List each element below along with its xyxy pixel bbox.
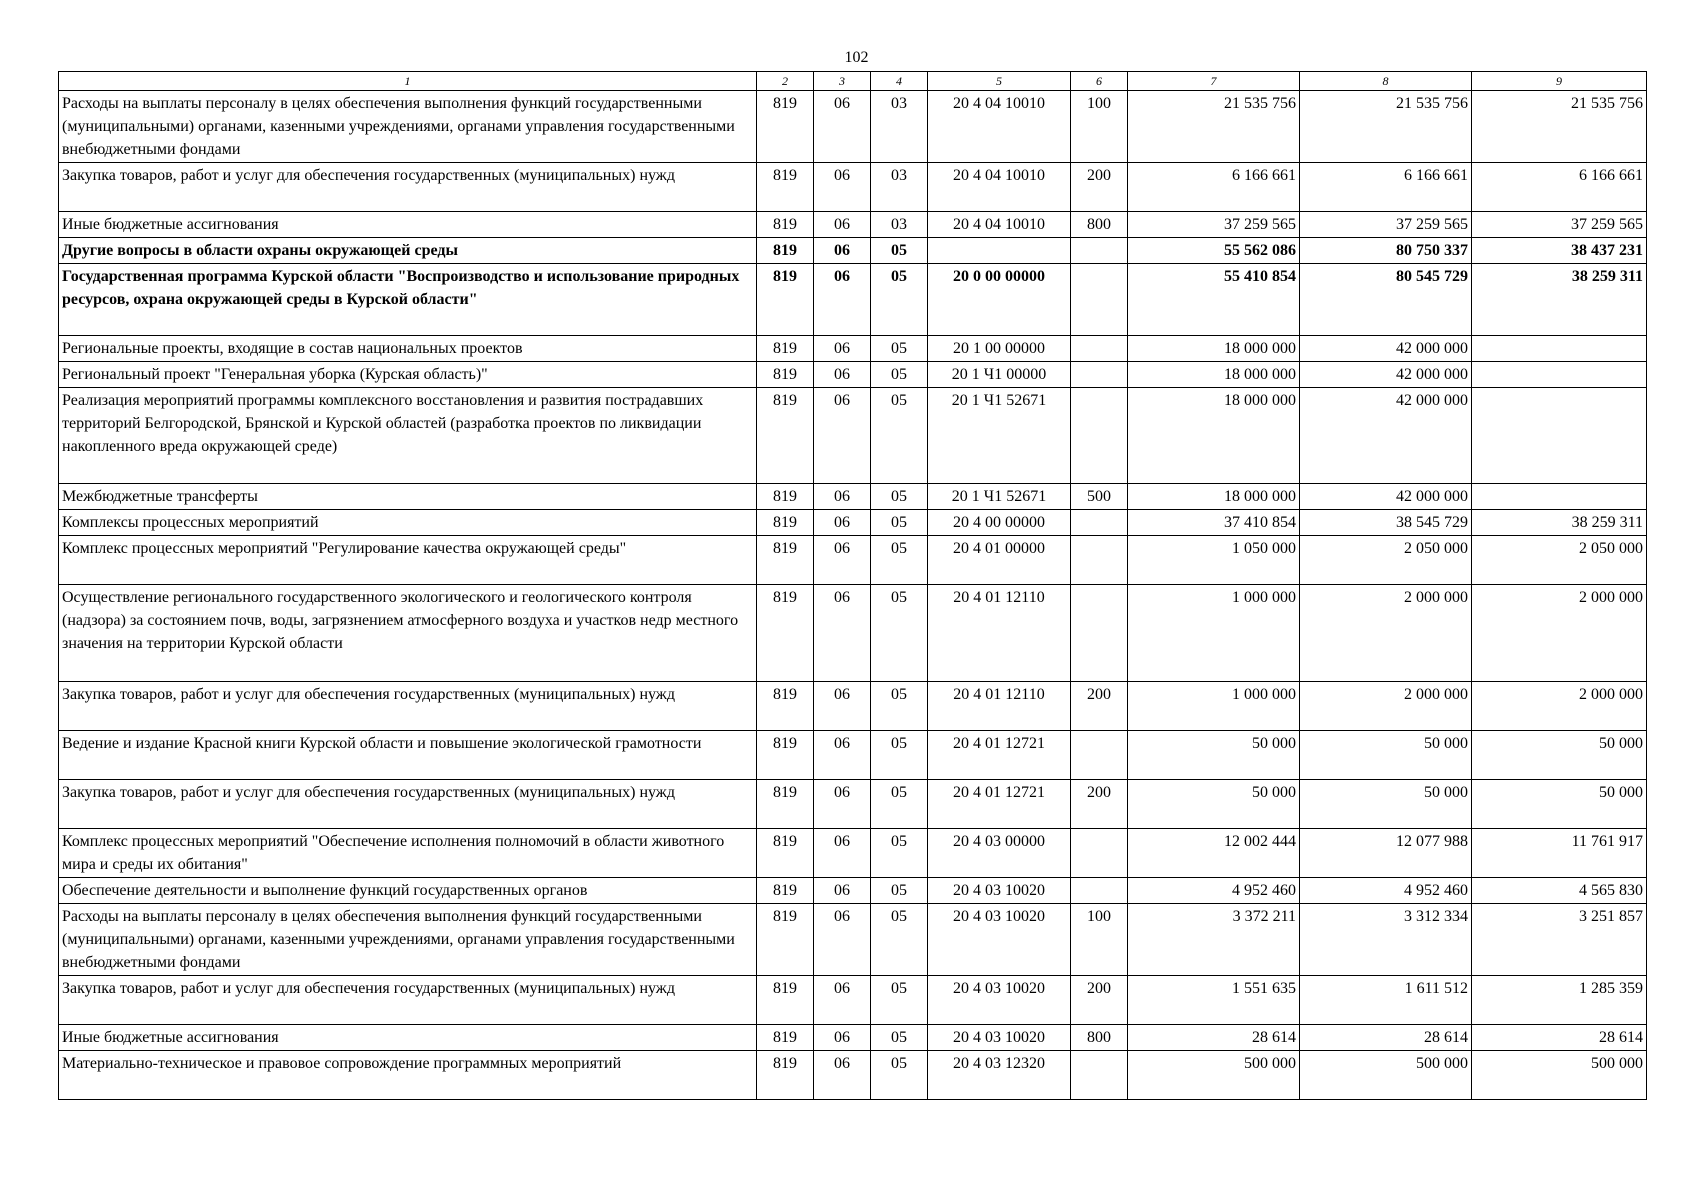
amount-col-9: 38 259 311 [1472,510,1647,536]
amount-col-7: 37 259 565 [1128,212,1300,238]
amount-col-8: 42 000 000 [1300,362,1472,388]
admin-code: 819 [757,585,814,682]
admin-code: 819 [757,682,814,731]
amount-col-9: 2 000 000 [1472,682,1647,731]
row-label: Осуществление регионального государственного экологического и геологического контроля (надзора) за состоянием почв, воды, загрязнением атмосферного воздуха и участков недр местного значения на территории Курской области [59,585,757,682]
row-label: Комплекс процессных мероприятий "Регулирование качества окружающей среды" [59,536,757,585]
subsection-code: 05 [871,829,928,878]
expense-type [1071,536,1128,585]
table-row [59,336,1647,362]
amount-col-8: 3 312 334 [1300,904,1472,976]
table-header-row [59,72,1647,91]
section-code: 06 [814,212,871,238]
expense-type [1071,829,1128,878]
row-label: Обеспечение деятельности и выполнение функций государственных органов [59,878,757,904]
amount-col-7: 1 551 635 [1128,976,1300,1025]
amount-col-9: 50 000 [1472,731,1647,780]
section-code: 06 [814,536,871,585]
admin-code: 819 [757,264,814,336]
amount-col-9: 37 259 565 [1472,212,1647,238]
amount-col-8: 80 750 337 [1300,238,1472,264]
table-row [59,976,1647,1025]
admin-code: 819 [757,536,814,585]
amount-col-9: 500 000 [1472,1051,1647,1100]
column-header: 4 [871,72,928,91]
section-code: 06 [814,91,871,163]
column-header: 1 [59,72,757,91]
target-article: 20 4 04 10010 [928,212,1071,238]
column-header: 8 [1300,72,1472,91]
amount-col-8: 80 545 729 [1300,264,1472,336]
section-code: 06 [814,362,871,388]
row-label: Материально-техническое и правовое сопровождение программных мероприятий [59,1051,757,1100]
amount-col-8: 50 000 [1300,731,1472,780]
amount-col-8: 1 611 512 [1300,976,1472,1025]
subsection-code: 05 [871,264,928,336]
expense-type [1071,1051,1128,1100]
table-row [59,1025,1647,1051]
budget-table [58,71,1647,1100]
column-header: 5 [928,72,1071,91]
amount-col-9: 21 535 756 [1472,91,1647,163]
expense-type: 200 [1071,780,1128,829]
subsection-code: 03 [871,91,928,163]
expense-type [1071,238,1128,264]
subsection-code: 05 [871,510,928,536]
row-label: Комплекс процессных мероприятий "Обеспечение исполнения полномочий в области животного мира и среды их обитания" [59,829,757,878]
amount-col-9 [1472,388,1647,484]
section-code: 06 [814,976,871,1025]
amount-col-7: 37 410 854 [1128,510,1300,536]
section-code: 06 [814,904,871,976]
section-code: 06 [814,1025,871,1051]
table-row [59,780,1647,829]
admin-code: 819 [757,388,814,484]
target-article: 20 4 03 00000 [928,829,1071,878]
expense-type: 800 [1071,212,1128,238]
admin-code: 819 [757,829,814,878]
target-article: 20 4 01 12110 [928,585,1071,682]
table-row [59,682,1647,731]
amount-col-8: 6 166 661 [1300,163,1472,212]
row-label: Закупка товаров, работ и услуг для обеспечения государственных (муниципальных) нужд [59,682,757,731]
target-article: 20 4 04 10010 [928,163,1071,212]
subsection-code: 05 [871,238,928,264]
table-row [59,536,1647,585]
target-article [928,238,1071,264]
amount-col-8: 42 000 000 [1300,484,1472,510]
target-article: 20 4 03 10020 [928,904,1071,976]
amount-col-8: 21 535 756 [1300,91,1472,163]
amount-col-7: 28 614 [1128,1025,1300,1051]
amount-col-9 [1472,336,1647,362]
row-label: Государственная программа Курской области "Воспроизводство и использование природных ресурсов, охрана окружающей среды в Курской области" [59,264,757,336]
section-code: 06 [814,510,871,536]
row-label: Региональные проекты, входящие в состав национальных проектов [59,336,757,362]
amount-col-7: 18 000 000 [1128,336,1300,362]
subsection-code: 05 [871,780,928,829]
amount-col-8: 2 050 000 [1300,536,1472,585]
amount-col-9: 1 285 359 [1472,976,1647,1025]
amount-col-7: 12 002 444 [1128,829,1300,878]
row-label: Иные бюджетные ассигнования [59,212,757,238]
subsection-code: 05 [871,1051,928,1100]
subsection-code: 05 [871,976,928,1025]
amount-col-8: 500 000 [1300,1051,1472,1100]
subsection-code: 05 [871,878,928,904]
table-row [59,484,1647,510]
target-article: 20 0 00 00000 [928,264,1071,336]
amount-col-7: 55 562 086 [1128,238,1300,264]
section-code: 06 [814,484,871,510]
admin-code: 819 [757,780,814,829]
column-header: 2 [757,72,814,91]
table-row [59,91,1647,163]
amount-col-8: 50 000 [1300,780,1472,829]
section-code: 06 [814,1051,871,1100]
expense-type [1071,336,1128,362]
admin-code: 819 [757,1025,814,1051]
target-article: 20 4 01 12721 [928,731,1071,780]
amount-col-7: 55 410 854 [1128,264,1300,336]
row-label: Реализация мероприятий программы комплексного восстановления и развития пострадавших территорий Белгородской, Брянской и Курской областей (разработка проектов по ликвидации накопленного вреда окружающей среде) [59,388,757,484]
amount-col-9: 38 437 231 [1472,238,1647,264]
section-code: 06 [814,336,871,362]
admin-code: 819 [757,212,814,238]
table-row [59,1051,1647,1100]
table-row [59,510,1647,536]
amount-col-7: 1 000 000 [1128,682,1300,731]
row-label: Закупка товаров, работ и услуг для обеспечения государственных (муниципальных) нужд [59,976,757,1025]
amount-col-7: 500 000 [1128,1051,1300,1100]
section-code: 06 [814,780,871,829]
row-label: Иные бюджетные ассигнования [59,1025,757,1051]
target-article: 20 1 00 00000 [928,336,1071,362]
subsection-code: 05 [871,585,928,682]
section-code: 06 [814,388,871,484]
row-label: Расходы на выплаты персоналу в целях обеспечения выполнения функций государственными (муниципальными) органами, казенными учреждениями, органами управления государственными внебюджетными фондами [59,904,757,976]
expense-type: 200 [1071,976,1128,1025]
row-label: Межбюджетные трансферты [59,484,757,510]
amount-col-9: 2 000 000 [1472,585,1647,682]
expense-type [1071,878,1128,904]
expense-type: 500 [1071,484,1128,510]
expense-type: 200 [1071,682,1128,731]
target-article: 20 1 Ч1 52671 [928,484,1071,510]
section-code: 06 [814,878,871,904]
section-code: 06 [814,238,871,264]
subsection-code: 05 [871,484,928,510]
expense-type [1071,585,1128,682]
column-header: 3 [814,72,871,91]
admin-code: 819 [757,91,814,163]
subsection-code: 03 [871,212,928,238]
target-article: 20 4 03 10020 [928,878,1071,904]
row-label: Региональный проект "Генеральная уборка (Курская область)" [59,362,757,388]
amount-col-7: 18 000 000 [1128,388,1300,484]
target-article: 20 4 03 10020 [928,1025,1071,1051]
target-article: 20 1 Ч1 52671 [928,388,1071,484]
table-row [59,388,1647,484]
row-label: Расходы на выплаты персоналу в целях обеспечения выполнения функций государственными (муниципальными) органами, казенными учреждениями, органами управления государственными внебюджетными фондами [59,91,757,163]
amount-col-9: 38 259 311 [1472,264,1647,336]
admin-code: 819 [757,362,814,388]
amount-col-8: 28 614 [1300,1025,1472,1051]
target-article: 20 1 Ч1 00000 [928,362,1071,388]
amount-col-7: 50 000 [1128,731,1300,780]
subsection-code: 05 [871,682,928,731]
amount-col-7: 18 000 000 [1128,484,1300,510]
amount-col-9 [1472,362,1647,388]
section-code: 06 [814,731,871,780]
amount-col-7: 1 000 000 [1128,585,1300,682]
target-article: 20 4 03 12320 [928,1051,1071,1100]
row-label: Закупка товаров, работ и услуг для обеспечения государственных (муниципальных) нужд [59,780,757,829]
admin-code: 819 [757,484,814,510]
table-row [59,585,1647,682]
subsection-code: 05 [871,388,928,484]
amount-col-8: 38 545 729 [1300,510,1472,536]
expense-type [1071,362,1128,388]
target-article: 20 4 00 00000 [928,510,1071,536]
section-code: 06 [814,163,871,212]
table-row [59,264,1647,336]
table-row [59,238,1647,264]
amount-col-7: 1 050 000 [1128,536,1300,585]
expense-type: 200 [1071,163,1128,212]
amount-col-7: 21 535 756 [1128,91,1300,163]
admin-code: 819 [757,163,814,212]
section-code: 06 [814,585,871,682]
admin-code: 819 [757,976,814,1025]
subsection-code: 05 [871,731,928,780]
admin-code: 819 [757,1051,814,1100]
expense-type: 100 [1071,91,1128,163]
target-article: 20 4 03 10020 [928,976,1071,1025]
table-row [59,829,1647,878]
amount-col-7: 6 166 661 [1128,163,1300,212]
table-row [59,212,1647,238]
amount-col-9: 28 614 [1472,1025,1647,1051]
table-row [59,362,1647,388]
amount-col-8: 2 000 000 [1300,682,1472,731]
expense-type: 100 [1071,904,1128,976]
amount-col-9 [1472,484,1647,510]
amount-col-9: 3 251 857 [1472,904,1647,976]
column-header: 9 [1472,72,1647,91]
subsection-code: 05 [871,336,928,362]
amount-col-8: 2 000 000 [1300,585,1472,682]
subsection-code: 05 [871,536,928,585]
section-code: 06 [814,682,871,731]
target-article: 20 4 01 12721 [928,780,1071,829]
amount-col-8: 42 000 000 [1300,388,1472,484]
amount-col-9: 6 166 661 [1472,163,1647,212]
target-article: 20 4 01 00000 [928,536,1071,585]
table-body [59,91,1647,1100]
amount-col-7: 3 372 211 [1128,904,1300,976]
expense-type [1071,510,1128,536]
target-article: 20 4 01 12110 [928,682,1071,731]
subsection-code: 05 [871,904,928,976]
column-header: 6 [1071,72,1128,91]
admin-code: 819 [757,336,814,362]
admin-code: 819 [757,904,814,976]
expense-type [1071,388,1128,484]
row-label: Комплексы процессных мероприятий [59,510,757,536]
column-header: 7 [1128,72,1300,91]
row-label: Закупка товаров, работ и услуг для обеспечения государственных (муниципальных) нужд [59,163,757,212]
row-label: Ведение и издание Красной книги Курской области и повышение экологической грамотности [59,731,757,780]
admin-code: 819 [757,878,814,904]
subsection-code: 05 [871,362,928,388]
amount-col-9: 4 565 830 [1472,878,1647,904]
amount-col-8: 37 259 565 [1300,212,1472,238]
amount-col-8: 4 952 460 [1300,878,1472,904]
amount-col-7: 4 952 460 [1128,878,1300,904]
expense-type [1071,731,1128,780]
subsection-code: 05 [871,1025,928,1051]
amount-col-7: 50 000 [1128,780,1300,829]
amount-col-9: 2 050 000 [1472,536,1647,585]
target-article: 20 4 04 10010 [928,91,1071,163]
expense-type: 800 [1071,1025,1128,1051]
table-row [59,731,1647,780]
section-code: 06 [814,829,871,878]
amount-col-7: 18 000 000 [1128,362,1300,388]
table-row [59,163,1647,212]
admin-code: 819 [757,731,814,780]
expense-type [1071,264,1128,336]
amount-col-8: 12 077 988 [1300,829,1472,878]
admin-code: 819 [757,510,814,536]
subsection-code: 03 [871,163,928,212]
section-code: 06 [814,264,871,336]
page-number: 102 [844,49,869,66]
admin-code: 819 [757,238,814,264]
amount-col-8: 42 000 000 [1300,336,1472,362]
amount-col-9: 50 000 [1472,780,1647,829]
table-row [59,878,1647,904]
row-label: Другие вопросы в области охраны окружающей среды [59,238,757,264]
table-row [59,904,1647,976]
amount-col-9: 11 761 917 [1472,829,1647,878]
